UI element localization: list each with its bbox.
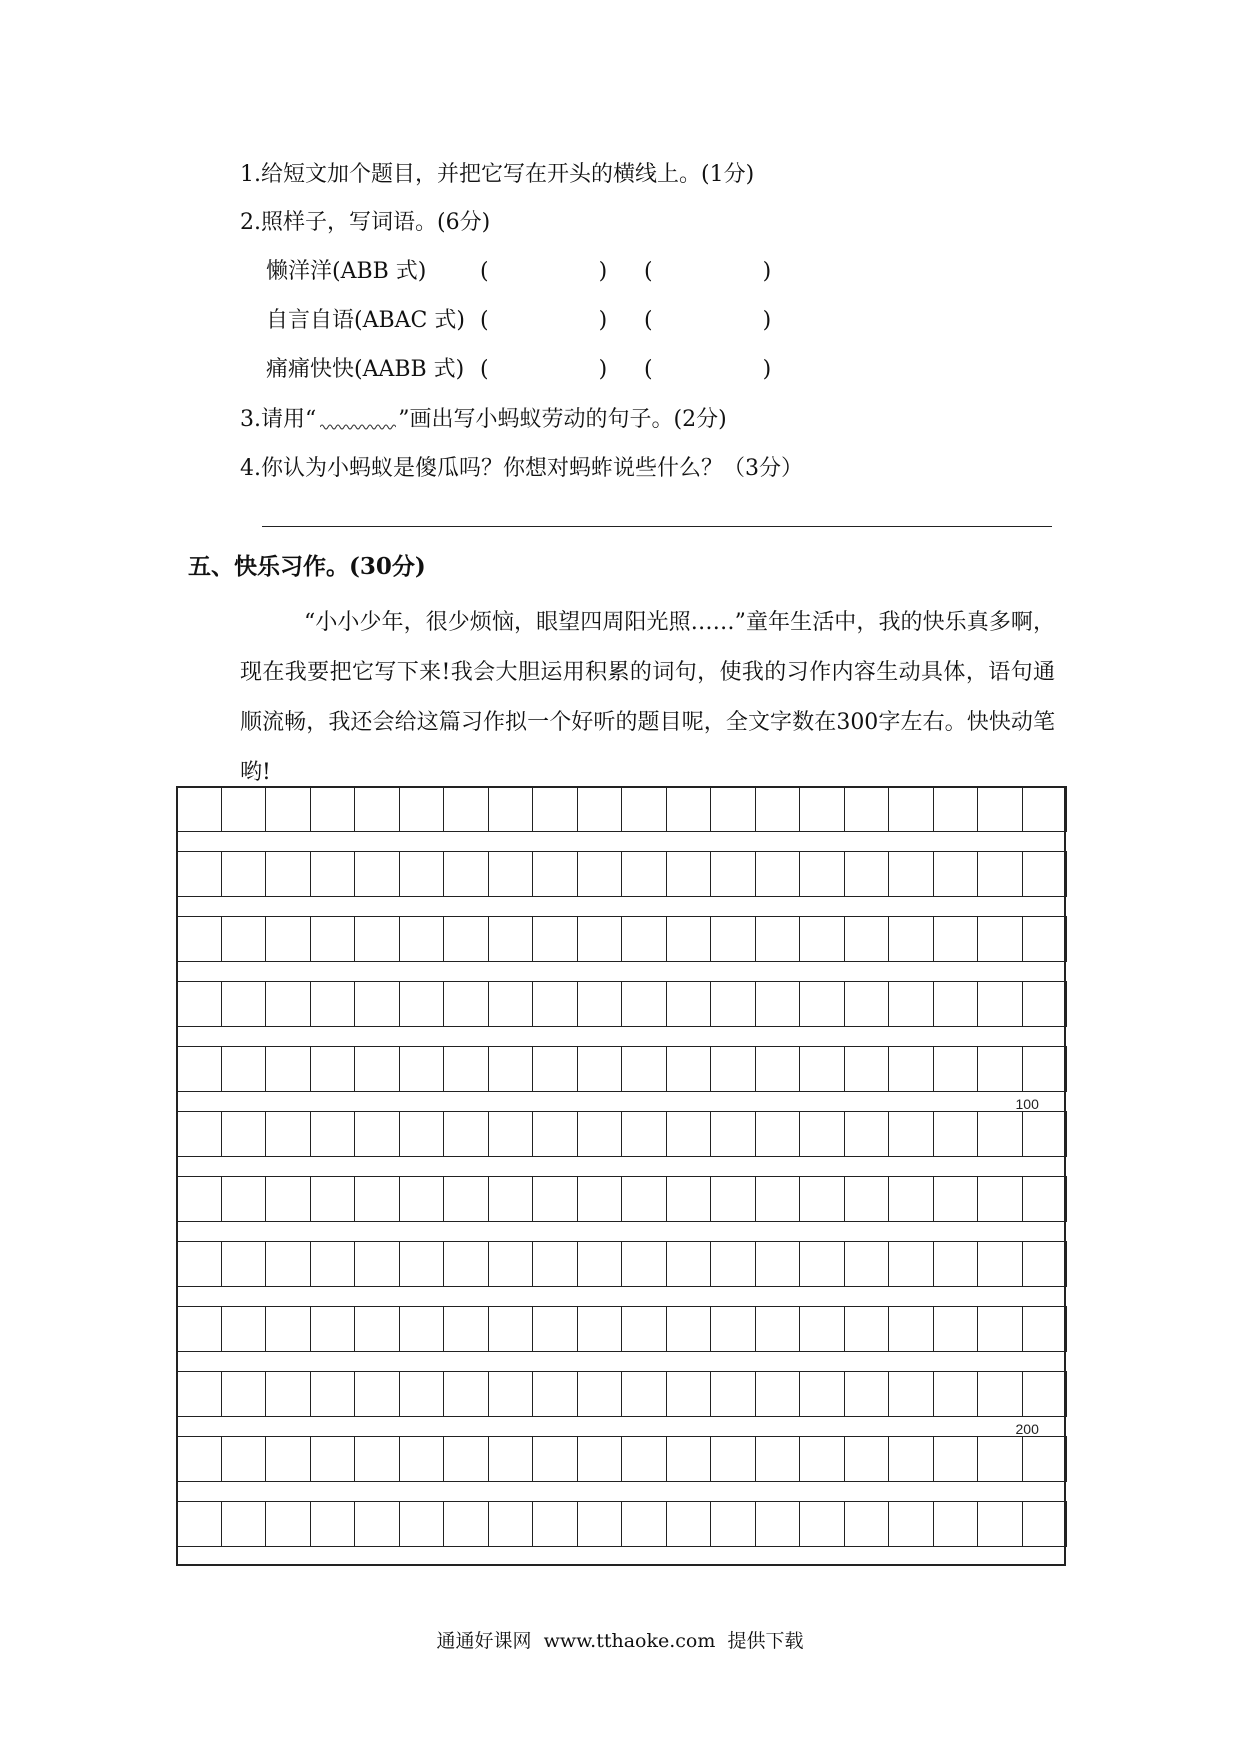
answer-blank[interactable]: ( ) [644, 308, 772, 333]
grid-cell[interactable] [799, 981, 845, 1027]
grid-cell[interactable] [354, 1241, 400, 1287]
grid-cell[interactable] [354, 1371, 400, 1417]
grid-cell[interactable] [488, 916, 534, 962]
grid-cell[interactable] [933, 981, 979, 1027]
grid-cell[interactable] [488, 1111, 534, 1157]
grid-cell[interactable] [755, 981, 801, 1027]
grid-cell[interactable] [666, 1306, 712, 1352]
grid-cell[interactable] [755, 1111, 801, 1157]
grid-cell[interactable] [844, 981, 890, 1027]
question-3 [240, 405, 727, 435]
grid-cell[interactable] [977, 1306, 1023, 1352]
question-3-end: ”画出写小蚂蚁劳动的句子。(2分) [398, 407, 727, 432]
grid-cell[interactable] [621, 1306, 667, 1352]
grid-cell[interactable] [799, 916, 845, 962]
word-count-marker: 100 [1015, 1096, 1039, 1112]
grid-cell[interactable] [666, 1111, 712, 1157]
question-4: 4.你认为小蚂蚁是傻瓜吗？你想对蚂蚱说些什么？（3分） [240, 456, 803, 481]
grid-cell[interactable] [666, 1501, 712, 1547]
grid-cell[interactable] [799, 851, 845, 897]
grid-cell[interactable] [710, 1371, 756, 1417]
writing-prompt: “小小少年，很少烦恼，眼望四周阳光照……”童年生活中，我的快乐真多啊，现在我要把它写下来!我会大胆运用积累的词句，使我的习作内容生动具体，语句通顺流畅，我还会给这篇习作拟一个好听的题目呢，全文字数在300字左右。快快动笔哟! [240, 610, 1055, 785]
grid-cell[interactable] [265, 916, 311, 962]
grid-cell[interactable] [399, 981, 445, 1027]
grid-cell[interactable] [577, 1501, 623, 1547]
example-label: 懒洋洋(ABB 式) [266, 259, 427, 284]
grid-cell[interactable] [799, 786, 845, 832]
grid-cell[interactable] [354, 981, 400, 1027]
grid-cell[interactable] [977, 1176, 1023, 1222]
grid-cell[interactable] [176, 1306, 222, 1352]
grid-cell[interactable] [532, 1046, 578, 1092]
grid-cell[interactable] [933, 1501, 979, 1547]
grid-cell[interactable] [888, 1046, 934, 1092]
grid-cell[interactable] [977, 1241, 1023, 1287]
grid-cell[interactable] [621, 981, 667, 1027]
answer-blank[interactable]: ( ) [480, 308, 608, 333]
grid-cell[interactable] [488, 1306, 534, 1352]
grid-cell[interactable] [755, 851, 801, 897]
grid-cell[interactable] [488, 1436, 534, 1482]
grid-cell[interactable] [799, 1111, 845, 1157]
grid-cell[interactable] [488, 1046, 534, 1092]
grid-cell[interactable] [933, 916, 979, 962]
grid-cell[interactable] [399, 1306, 445, 1352]
grid-cell[interactable] [1022, 786, 1068, 832]
grid-cell[interactable] [710, 981, 756, 1027]
grid-cell[interactable] [844, 1371, 890, 1417]
grid-cell[interactable] [888, 786, 934, 832]
grid-cell[interactable] [933, 851, 979, 897]
grid-cell[interactable] [710, 786, 756, 832]
answer-line[interactable] [262, 526, 1052, 527]
grid-cell[interactable] [844, 786, 890, 832]
grid-cell[interactable] [799, 1306, 845, 1352]
grid-cell[interactable] [221, 851, 267, 897]
grid-cell[interactable] [532, 1306, 578, 1352]
grid-cell[interactable] [488, 786, 534, 832]
grid-cell[interactable] [399, 1046, 445, 1092]
grid-cell[interactable] [443, 851, 489, 897]
grid-cell[interactable] [710, 916, 756, 962]
grid-cell[interactable] [977, 1046, 1023, 1092]
grid-cell[interactable] [844, 1241, 890, 1287]
grid-cell[interactable] [399, 851, 445, 897]
grid-cell[interactable] [755, 1046, 801, 1092]
grid-cell[interactable] [977, 1436, 1023, 1482]
grid-cell[interactable] [310, 1176, 356, 1222]
grid-cell[interactable] [310, 981, 356, 1027]
grid-cell[interactable] [310, 786, 356, 832]
grid-cell[interactable] [399, 1371, 445, 1417]
grid-cell[interactable] [176, 1241, 222, 1287]
grid-cell[interactable] [755, 1501, 801, 1547]
grid-cell[interactable] [176, 1501, 222, 1547]
grid-cell[interactable] [577, 1176, 623, 1222]
grid-cell[interactable] [1022, 1046, 1068, 1092]
grid-cell[interactable] [265, 1501, 311, 1547]
grid-cell[interactable] [888, 1241, 934, 1287]
grid-cell[interactable] [310, 1436, 356, 1482]
grid-cell[interactable] [265, 1436, 311, 1482]
grid-cell[interactable] [888, 1176, 934, 1222]
example-label: 痛痛快快(AABB 式) [266, 357, 465, 382]
grid-cell[interactable] [176, 1176, 222, 1222]
grid-cell[interactable] [710, 1176, 756, 1222]
grid-cell[interactable] [977, 851, 1023, 897]
footer: 通通好课网 www.tthaoke.com 提供下载 [436, 1630, 804, 1652]
grid-cell[interactable] [221, 916, 267, 962]
grid-cell[interactable] [888, 1436, 934, 1482]
grid-cell[interactable] [443, 1371, 489, 1417]
grid-cell[interactable] [844, 1111, 890, 1157]
grid-cell[interactable] [310, 1371, 356, 1417]
grid-cell[interactable] [933, 1306, 979, 1352]
grid-cell[interactable] [176, 786, 222, 832]
grid-cell[interactable] [799, 1371, 845, 1417]
grid-cell[interactable] [577, 1046, 623, 1092]
grid-cell[interactable] [933, 1371, 979, 1417]
grid-cell[interactable] [532, 1371, 578, 1417]
writing-grid [176, 786, 1066, 1566]
grid-cell[interactable] [799, 1046, 845, 1092]
example-row-abac [266, 306, 808, 336]
grid-cell[interactable] [399, 916, 445, 962]
grid-cell[interactable] [399, 1241, 445, 1287]
grid-cell[interactable] [310, 1241, 356, 1287]
grid-cell[interactable] [354, 1111, 400, 1157]
grid-cell[interactable] [1022, 1501, 1068, 1547]
example-label: 自言自语(ABAC 式) [266, 308, 465, 333]
grid-cell[interactable] [977, 1371, 1023, 1417]
grid-cell[interactable] [977, 1501, 1023, 1547]
grid-cell[interactable] [666, 851, 712, 897]
grid-cell[interactable] [1022, 1241, 1068, 1287]
grid-cell[interactable] [888, 1306, 934, 1352]
grid-cell[interactable] [888, 981, 934, 1027]
grid-cell[interactable] [666, 1436, 712, 1482]
grid-cell[interactable] [532, 981, 578, 1027]
grid-cell[interactable] [844, 1306, 890, 1352]
grid-cell[interactable] [532, 1176, 578, 1222]
grid-cell[interactable] [443, 1306, 489, 1352]
grid-cell[interactable] [621, 1046, 667, 1092]
grid-cell[interactable] [888, 916, 934, 962]
grid-cell[interactable] [399, 1501, 445, 1547]
grid-cell[interactable] [265, 1176, 311, 1222]
grid-cell[interactable] [399, 1176, 445, 1222]
grid-cell[interactable] [1022, 1371, 1068, 1417]
grid-cell[interactable] [933, 1046, 979, 1092]
grid-cell[interactable] [265, 1371, 311, 1417]
grid-cell[interactable] [666, 1176, 712, 1222]
grid-cell[interactable] [443, 1111, 489, 1157]
question-3-start: 3.请用“ [240, 407, 317, 432]
grid-cell[interactable] [755, 916, 801, 962]
grid-cell[interactable] [310, 916, 356, 962]
grid-cell[interactable] [310, 851, 356, 897]
grid-cell[interactable] [221, 1241, 267, 1287]
grid-cell[interactable] [399, 1436, 445, 1482]
section-5-title: 五、快乐习作。(30分) [188, 553, 426, 580]
grid-cell[interactable] [888, 851, 934, 897]
grid-cell[interactable] [488, 1501, 534, 1547]
grid-cell[interactable] [577, 1371, 623, 1417]
grid-cell[interactable] [799, 1176, 845, 1222]
grid-cell[interactable] [621, 1241, 667, 1287]
grid-cell[interactable] [621, 851, 667, 897]
grid-cell[interactable] [176, 981, 222, 1027]
grid-cell[interactable] [310, 1306, 356, 1352]
grid-cell[interactable] [176, 851, 222, 897]
grid-cell[interactable] [710, 1046, 756, 1092]
grid-cell[interactable] [532, 786, 578, 832]
grid-cell[interactable] [265, 851, 311, 897]
grid-cell[interactable] [265, 1046, 311, 1092]
grid-cell[interactable] [710, 1241, 756, 1287]
grid-cell[interactable] [710, 1111, 756, 1157]
grid-cell[interactable] [755, 1241, 801, 1287]
grid-cell[interactable] [755, 1371, 801, 1417]
grid-cell[interactable] [354, 1501, 400, 1547]
grid-cell[interactable] [1022, 1176, 1068, 1222]
grid-cell[interactable] [399, 1111, 445, 1157]
grid-cell[interactable] [933, 1436, 979, 1482]
grid-cell[interactable] [933, 1111, 979, 1157]
grid-cell[interactable] [1022, 981, 1068, 1027]
wavy-underline-icon [316, 409, 398, 431]
grid-cell[interactable] [577, 1241, 623, 1287]
grid-cell[interactable] [265, 1111, 311, 1157]
grid-cell[interactable] [666, 1241, 712, 1287]
example-row-abb [266, 257, 808, 287]
grid-cell[interactable] [443, 916, 489, 962]
grid-cell[interactable] [221, 1436, 267, 1482]
grid-cell[interactable] [844, 851, 890, 897]
grid-cell[interactable] [265, 1241, 311, 1287]
grid-cell[interactable] [221, 1176, 267, 1222]
grid-cell[interactable] [221, 981, 267, 1027]
grid-cell[interactable] [888, 1501, 934, 1547]
grid-cell[interactable] [666, 786, 712, 832]
grid-cell[interactable] [977, 786, 1023, 832]
grid-cell[interactable] [532, 851, 578, 897]
grid-cell[interactable] [265, 1306, 311, 1352]
grid-cell[interactable] [888, 1111, 934, 1157]
grid-cell[interactable] [621, 916, 667, 962]
grid-cell[interactable] [710, 1436, 756, 1482]
grid-cell[interactable] [443, 786, 489, 832]
grid-cell[interactable] [354, 1046, 400, 1092]
grid-cell[interactable] [221, 1371, 267, 1417]
question-2: 2.照样子，写词语。(6分) [240, 210, 491, 235]
grid-cell[interactable] [933, 786, 979, 832]
grid-cell[interactable] [488, 1176, 534, 1222]
answer-blank[interactable]: ( ) [644, 357, 772, 382]
grid-cell[interactable] [221, 1111, 267, 1157]
grid-cell[interactable] [621, 786, 667, 832]
grid-cell[interactable] [532, 1501, 578, 1547]
grid-cell[interactable] [1022, 851, 1068, 897]
grid-cell[interactable] [977, 981, 1023, 1027]
grid-cell[interactable] [176, 1046, 222, 1092]
grid-cell[interactable] [1022, 1436, 1068, 1482]
grid-cell[interactable] [710, 1306, 756, 1352]
grid-cell[interactable] [354, 786, 400, 832]
grid-cell[interactable] [176, 916, 222, 962]
grid-cell[interactable] [532, 1436, 578, 1482]
grid-cell[interactable] [933, 1176, 979, 1222]
grid-cell[interactable] [933, 1241, 979, 1287]
grid-cell[interactable] [310, 1111, 356, 1157]
grid-cell[interactable] [488, 851, 534, 897]
grid-cell[interactable] [354, 1306, 400, 1352]
grid-cell[interactable] [176, 1436, 222, 1482]
grid-cell[interactable] [443, 1241, 489, 1287]
grid-cell[interactable] [532, 1241, 578, 1287]
grid-cell[interactable] [577, 851, 623, 897]
grid-cell[interactable] [443, 1046, 489, 1092]
grid-cell[interactable] [844, 916, 890, 962]
grid-cell[interactable] [221, 786, 267, 832]
answer-blank[interactable]: ( ) [480, 357, 608, 382]
grid-cell[interactable] [354, 916, 400, 962]
grid-cell[interactable] [221, 1501, 267, 1547]
grid-cell[interactable] [310, 1501, 356, 1547]
grid-cell[interactable] [710, 851, 756, 897]
answer-blank[interactable]: ( ) [480, 259, 608, 284]
grid-cell[interactable] [1022, 1306, 1068, 1352]
grid-cell[interactable] [799, 1241, 845, 1287]
grid-cell[interactable] [443, 1436, 489, 1482]
grid-cell[interactable] [443, 1176, 489, 1222]
grid-cell[interactable] [354, 851, 400, 897]
grid-cell[interactable] [666, 1046, 712, 1092]
grid-cell[interactable] [666, 981, 712, 1027]
grid-cell[interactable] [844, 1176, 890, 1222]
grid-cell[interactable] [265, 786, 311, 832]
grid-cell[interactable] [621, 1111, 667, 1157]
grid-cell[interactable] [710, 1501, 756, 1547]
grid-cell[interactable] [844, 1501, 890, 1547]
grid-cell[interactable] [755, 786, 801, 832]
grid-cell[interactable] [621, 1436, 667, 1482]
grid-cell[interactable] [577, 1436, 623, 1482]
grid-cell[interactable] [354, 1436, 400, 1482]
grid-cell[interactable] [755, 1176, 801, 1222]
grid-cell[interactable] [888, 1371, 934, 1417]
grid-cell[interactable] [1022, 916, 1068, 962]
grid-cell[interactable] [666, 1371, 712, 1417]
grid-cell[interactable] [221, 1306, 267, 1352]
grid-cell[interactable] [621, 1501, 667, 1547]
grid-cell[interactable] [799, 1436, 845, 1482]
grid-cell[interactable] [443, 981, 489, 1027]
grid-cell[interactable] [977, 916, 1023, 962]
grid-cell[interactable] [577, 1306, 623, 1352]
grid-cell[interactable] [621, 1176, 667, 1222]
grid-cell[interactable] [977, 1111, 1023, 1157]
grid-cell[interactable] [577, 981, 623, 1027]
grid-cell[interactable] [399, 786, 445, 832]
grid-cell[interactable] [621, 1371, 667, 1417]
grid-cell[interactable] [666, 916, 712, 962]
grid-cell[interactable] [577, 916, 623, 962]
grid-cell[interactable] [265, 981, 311, 1027]
grid-cell[interactable] [221, 1046, 267, 1092]
grid-cell[interactable] [488, 1371, 534, 1417]
answer-blank[interactable]: ( ) [644, 259, 772, 284]
grid-cell[interactable] [310, 1046, 356, 1092]
grid-cell[interactable] [488, 1241, 534, 1287]
grid-cell[interactable] [577, 786, 623, 832]
example-row-aabb [266, 355, 808, 385]
grid-cell[interactable] [443, 1501, 489, 1547]
question-1: 1.给短文加个题目，并把它写在开头的横线上。(1分) [240, 162, 755, 187]
word-count-marker: 200 [1015, 1421, 1039, 1437]
grid-cell[interactable] [488, 981, 534, 1027]
grid-cell[interactable] [176, 1371, 222, 1417]
grid-cell[interactable] [844, 1436, 890, 1482]
grid-cell[interactable] [577, 1111, 623, 1157]
grid-cell[interactable] [755, 1306, 801, 1352]
grid-cell[interactable] [354, 1176, 400, 1222]
grid-cell[interactable] [1022, 1111, 1068, 1157]
grid-cell[interactable] [844, 1046, 890, 1092]
grid-cell[interactable] [176, 1111, 222, 1157]
grid-cell[interactable] [532, 1111, 578, 1157]
grid-cell[interactable] [532, 916, 578, 962]
grid-cell[interactable] [799, 1501, 845, 1547]
grid-cell[interactable] [755, 1436, 801, 1482]
